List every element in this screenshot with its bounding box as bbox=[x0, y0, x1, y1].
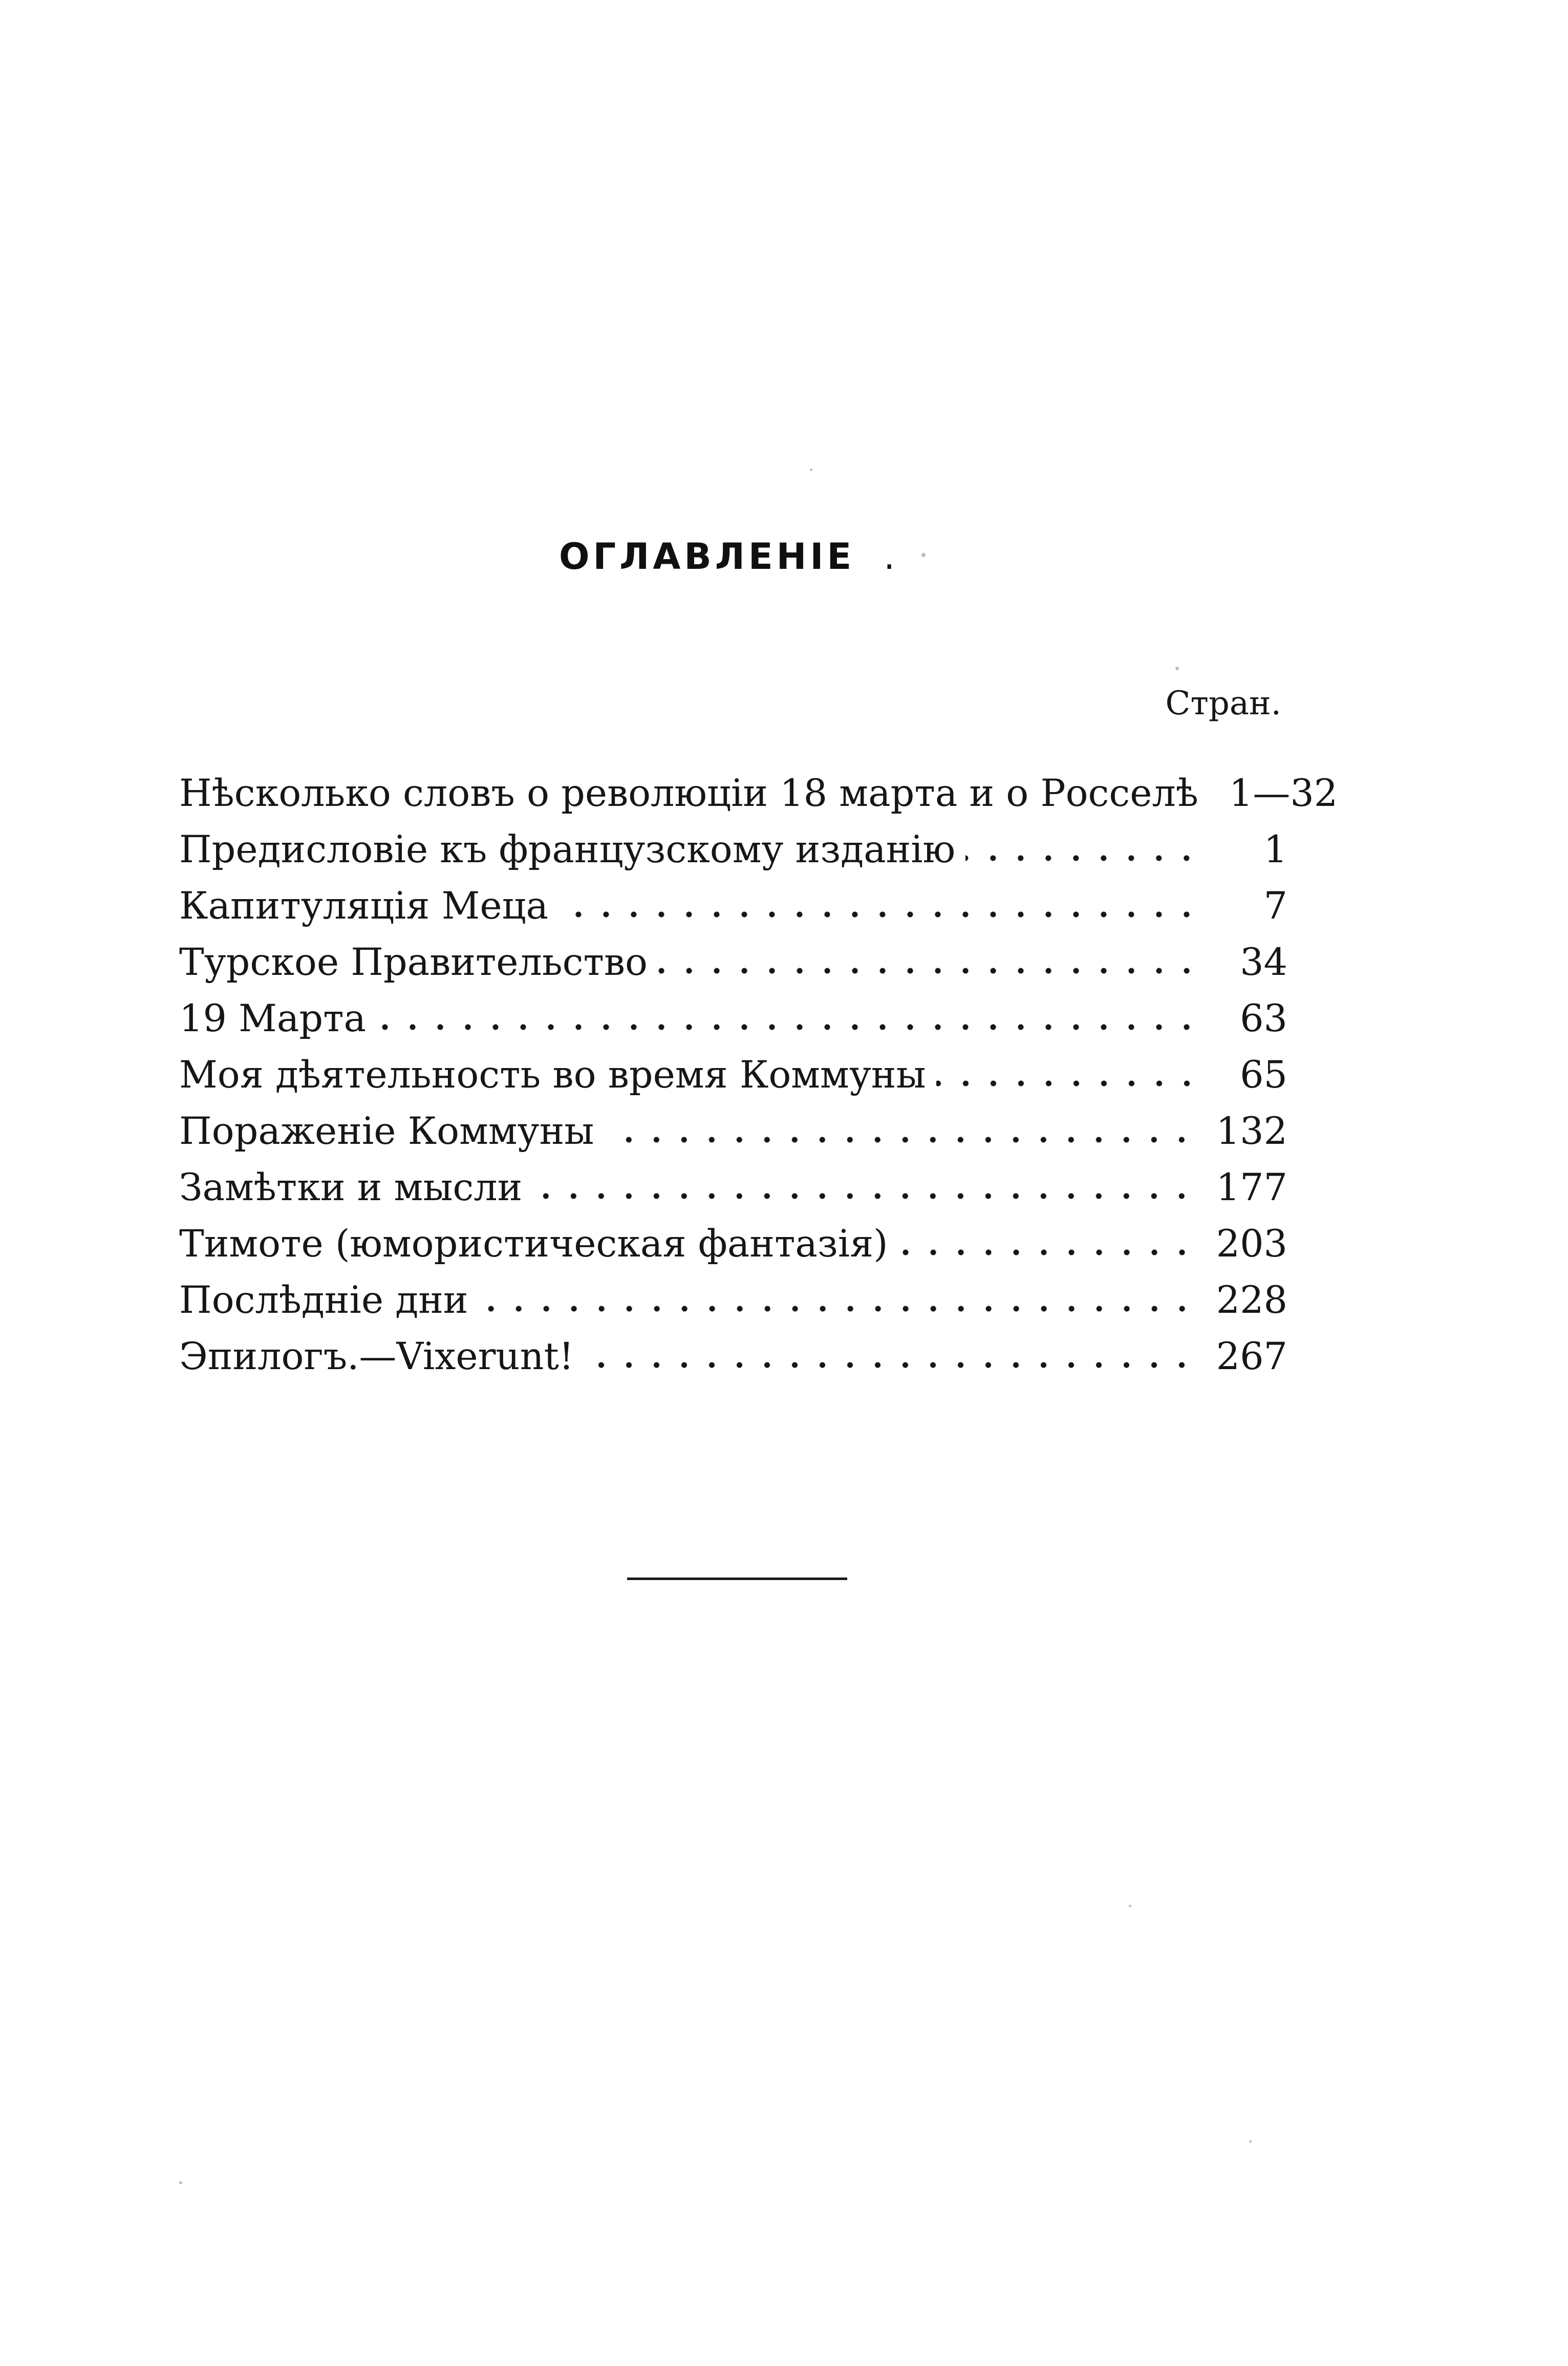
toc-entry-title: Нѣсколько словъ о революціи 18 марта и о Росселѣ bbox=[179, 775, 1209, 812]
dot-leader bbox=[604, 1137, 1195, 1143]
toc-entry-title: Моя дѣятельность во время Коммуны bbox=[179, 1056, 936, 1094]
scan-speck bbox=[1175, 667, 1179, 670]
dot-leader bbox=[479, 1306, 1196, 1312]
toc-entry-page: 63 bbox=[1240, 997, 1287, 1040]
toc-entry-page: 177 bbox=[1216, 1166, 1287, 1209]
dot-leader bbox=[658, 968, 1200, 974]
dot-leader bbox=[559, 911, 1200, 918]
closing-rule bbox=[627, 1578, 847, 1580]
toc-entry-title: Послѣдніе дни bbox=[179, 1282, 479, 1319]
toc-entry bbox=[179, 1319, 1287, 1378]
contents-heading: ОГЛАВЛЕНІЕ bbox=[559, 536, 855, 578]
dot-leader bbox=[965, 855, 1200, 861]
toc-entry bbox=[179, 868, 1287, 928]
toc-entry bbox=[179, 925, 1287, 984]
toc-entry-page: 132 bbox=[1216, 1110, 1287, 1153]
toc-entry bbox=[179, 812, 1287, 871]
table-of-contents bbox=[179, 756, 1338, 1378]
toc-entry bbox=[179, 756, 1338, 815]
toc-entry-title: Предисловіе къ французскому изданію bbox=[179, 831, 965, 868]
toc-entry-page: 228 bbox=[1216, 1278, 1287, 1322]
toc-entry-page: 7 bbox=[1263, 884, 1287, 928]
dot-leader bbox=[936, 1080, 1200, 1086]
toc-entry-title: 19 Марта bbox=[179, 1000, 376, 1037]
dot-leader bbox=[584, 1362, 1196, 1368]
toc-entry-page: 267 bbox=[1216, 1335, 1287, 1378]
toc-entry bbox=[179, 1037, 1287, 1097]
toc-entry-title: Турское Правительство bbox=[179, 944, 658, 981]
dot-leader bbox=[898, 1249, 1196, 1255]
scan-speck bbox=[1129, 1905, 1131, 1907]
toc-entry bbox=[179, 1206, 1287, 1266]
dot-leader bbox=[532, 1193, 1195, 1199]
toc-entry-page: 1—32 bbox=[1229, 772, 1338, 815]
toc-entry-page: 1 bbox=[1263, 828, 1287, 871]
toc-entry bbox=[179, 981, 1287, 1040]
scan-speck bbox=[921, 553, 926, 557]
heading-period: . bbox=[884, 536, 895, 578]
toc-entry bbox=[179, 1263, 1287, 1322]
scan-speck bbox=[810, 468, 812, 471]
toc-entry-title: Пораженіе Коммуны bbox=[179, 1113, 604, 1150]
toc-entry-page: 65 bbox=[1240, 1053, 1287, 1097]
scan-speck bbox=[179, 2181, 182, 2184]
toc-entry bbox=[179, 1150, 1287, 1209]
toc-entry-title: Тимоте (юмористическая фантазія) bbox=[179, 1225, 898, 1263]
dot-leader bbox=[376, 1024, 1200, 1030]
toc-entry-title: Эпилогъ.—Vixerunt! bbox=[179, 1338, 584, 1375]
toc-entry-title: Замѣтки и мысли bbox=[179, 1169, 532, 1206]
toc-entry-page: 203 bbox=[1216, 1222, 1287, 1266]
page-column-label: Стран. bbox=[1165, 685, 1281, 722]
toc-entry bbox=[179, 1094, 1287, 1153]
toc-entry-page: 34 bbox=[1240, 941, 1287, 984]
scan-speck bbox=[1249, 2140, 1252, 2143]
toc-entry-title: Капитуляція Меца bbox=[179, 887, 559, 925]
